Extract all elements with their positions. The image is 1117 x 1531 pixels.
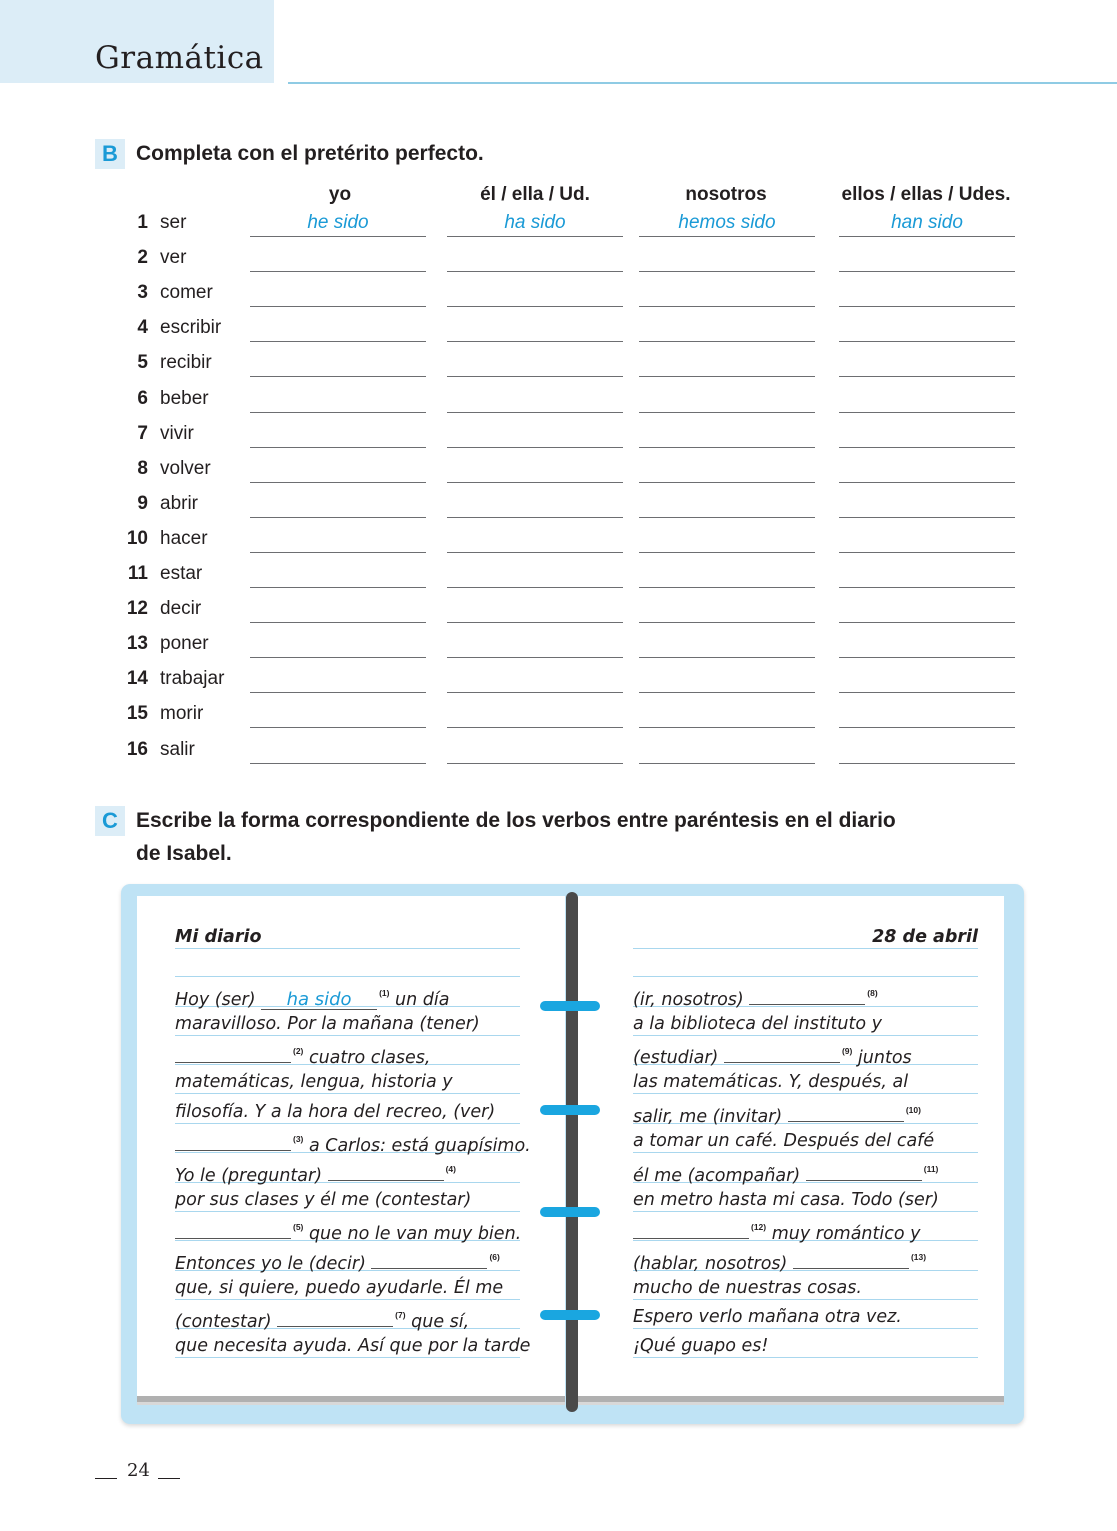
diary-text: que no le van muy bien. [303,1223,522,1244]
table-row [0,212,1117,247]
answer-blank-nosotros[interactable] [639,388,815,413]
diary-text: que sí, [405,1311,470,1332]
answer-blank-nosotros[interactable] [639,352,815,377]
answer-blank-yo[interactable] [250,317,426,342]
verb-infinitive: abrir [160,492,199,514]
page-number-rule [158,1478,180,1479]
answer-blank-ellos[interactable] [839,423,1015,448]
verb-infinitive: trabajar [160,668,225,690]
blank-1[interactable]: ha sido [261,991,377,1010]
notebook-spine [566,892,578,1412]
diary-text: (hablar, nosotros) [633,1253,793,1274]
diary-text: (ir, nosotros) [633,989,750,1010]
answer-blank-nosotros[interactable] [639,458,815,483]
verb-infinitive: comer [160,282,213,304]
blank-5[interactable] [175,1220,291,1239]
diary-text: salir, me (invitar) [633,1106,788,1127]
section-c-letter: C [95,806,125,836]
column-header-el: él / ella / Ud. [480,184,590,205]
diary-line-r11: mucho de nuestras cosas. [633,1277,978,1300]
diary-line-r13: ¡Qué guapo es! [633,1335,978,1358]
column-header-ellos: ellos / ellas / Udes. [841,184,1011,205]
answer-blank-el[interactable] [447,598,623,623]
section-c-title-line2: de Isabel. [136,842,232,865]
answer-blank-nosotros[interactable] [639,563,815,588]
answer-blank-nosotros[interactable] [639,739,815,764]
answer-blank-yo[interactable] [250,423,426,448]
table-row [0,739,1117,774]
answer-blank-ellos[interactable] [839,739,1015,764]
table-row [0,633,1117,668]
answer-blank-ellos[interactable] [839,528,1015,553]
diary-line-r2: a la biblioteca del instituto y [633,1013,978,1036]
section-b-title: Completa con el pretérito perfecto. [136,142,484,165]
row-number: 14 [126,668,148,690]
blank-13[interactable] [793,1250,909,1269]
section-b-letter: B [95,139,125,169]
diary-line-10 [175,1248,520,1274]
diary-line-r3 [633,1042,978,1068]
blank-8[interactable] [749,986,865,1005]
table-row [0,458,1117,493]
diary-text: cuatro clases, [303,1047,431,1068]
diary-text: a Carlos: está guapísimo. [303,1135,531,1156]
answer-blank-ellos[interactable]: han sido [839,212,1015,237]
footnote-12: (12) [751,1222,767,1232]
footnote-4: (4) [445,1164,456,1174]
diary-line-5: filosofía. Y a la hora del recreo, (ver) [175,1101,520,1124]
diary-line-7 [175,1160,520,1186]
answer-blank-nosotros[interactable] [639,247,815,272]
answer-blank-ellos[interactable] [839,282,1015,307]
diary-line-8: por sus clases y él me (contestar) [175,1189,520,1212]
answer-blank-ellos[interactable] [839,493,1015,518]
answer-blank-yo[interactable] [250,528,426,553]
diary-line-1 [175,984,520,1010]
verb-infinitive: morir [160,703,204,725]
answer-blank-ellos[interactable] [839,352,1015,377]
verb-infinitive: recibir [160,352,212,374]
row-number: 13 [126,633,148,655]
row-number: 15 [126,703,148,725]
answer-blank-nosotros[interactable] [639,528,815,553]
answer-blank-yo[interactable] [250,739,426,764]
answer-blank-el[interactable] [447,703,623,728]
verb-infinitive: ser [160,212,187,233]
section-c-title-line1: Escribe la forma correspondiente de los verbos entre paréntesis en el diario [136,809,896,832]
footnote-13: (13) [910,1252,927,1262]
diary-line [633,954,978,977]
verb-infinitive: salir [160,738,195,760]
diary-line-r6: a tomar un café. Después del café [633,1130,978,1153]
column-header-yo: yo [328,184,352,205]
answer-blank-yo[interactable] [250,598,426,623]
row-number: 7 [137,422,148,444]
answer-blank-ellos[interactable] [839,633,1015,658]
diary-line-6 [175,1130,531,1156]
answer-blank-el[interactable] [447,423,623,448]
answer-blank-ellos[interactable] [839,703,1015,728]
diary-text: (contestar) [175,1311,278,1332]
footnote-6: (6) [489,1252,500,1262]
verb-infinitive: estar [160,563,203,584]
answer-blank-yo[interactable] [250,668,426,693]
footnote-7: (7) [395,1310,406,1320]
answer-blank-nosotros[interactable] [639,598,815,623]
notebook-ring [540,1001,600,1011]
page-number-rule [95,1478,117,1479]
answer-blank-el[interactable] [447,668,623,693]
row-number: 10 [126,527,148,549]
footnote-1: (1) [379,988,390,998]
verb-infinitive: ver [160,247,187,269]
table-row [0,423,1117,458]
blank-7[interactable] [277,1308,393,1327]
answer-blank-ellos[interactable] [839,563,1015,588]
diary-line-r4: las matemáticas. Y, después, al [633,1071,978,1094]
diary-line-2: maravilloso. Por la mañana (tener) [175,1013,520,1036]
diary-line-13: que necesita ayuda. Así que por la tarde [175,1336,531,1356]
diary-text: él me (acompañar) [633,1165,806,1186]
answer-blank-yo[interactable] [250,563,426,588]
answer-blank-el[interactable] [447,247,623,272]
row-number: 11 [127,563,148,584]
answer-blank-nosotros[interactable] [639,668,815,693]
footnote-2: (2) [293,1046,304,1056]
row-number: 8 [137,457,148,479]
answer-blank-el[interactable] [447,528,623,553]
blank-4[interactable] [328,1162,444,1181]
diary-line-9 [175,1218,522,1244]
row-number: 5 [137,352,148,374]
diary-text: muy romántico y [766,1223,921,1244]
diary-date: 28 de abril [633,926,978,949]
answer-blank-nosotros[interactable] [639,282,815,307]
column-header-nosotros: nosotros [685,184,767,205]
table-row [0,598,1117,633]
diary-text: Hoy (ser) [175,989,262,1010]
blank-10[interactable] [788,1103,904,1122]
diary-line-4: matemáticas, lengua, historia y [175,1071,520,1094]
row-number: 9 [137,492,148,514]
answer-blank-nosotros[interactable]: hemos sido [639,212,815,237]
answer-blank-ellos[interactable] [839,668,1015,693]
answer-blank-nosotros[interactable] [639,493,815,518]
table-row [0,493,1117,528]
answer-blank-yo[interactable] [250,703,426,728]
diary-line-r1 [633,984,978,1010]
page-title: Gramática [95,40,264,76]
diary-text: (estudiar) [633,1047,724,1068]
blank-2[interactable] [175,1044,291,1063]
footnote-9: (9) [841,1046,853,1056]
diary-text: Entonces yo le (decir) [175,1253,372,1274]
diary-line-r8: en metro hasta mi casa. Todo (ser) [633,1189,978,1212]
table-row [0,247,1117,282]
verb-infinitive: volver [160,457,211,479]
answer-blank-yo[interactable] [250,352,426,377]
table-row [0,317,1117,352]
verb-infinitive: vivir [160,422,194,444]
answer-blank-ellos[interactable] [839,458,1015,483]
diary-text: Yo le (preguntar) [175,1165,328,1186]
answer-blank-ellos[interactable] [839,388,1015,413]
footnote-8: (8) [867,988,878,998]
diary-line-11: que, si quiere, puedo ayudarle. Él me [175,1277,520,1300]
table-row [0,563,1117,598]
answer-blank-yo[interactable] [250,388,426,413]
row-number: 2 [137,247,148,269]
table-row [0,528,1117,563]
notebook-ring [540,1310,600,1320]
blank-3[interactable] [175,1132,291,1151]
answer-blank-el[interactable] [447,352,623,377]
row-number: 3 [137,282,148,304]
blank-11[interactable] [806,1162,922,1181]
answer-blank-yo[interactable] [250,633,426,658]
diary-text: un día [389,989,450,1010]
diary-line-3 [175,1042,520,1068]
answer-blank-yo[interactable]: he sido [250,212,426,237]
row-number: 4 [137,317,148,339]
answer-blank-ellos[interactable] [839,598,1015,623]
diary-text: juntos [852,1047,912,1068]
table-row [0,703,1117,738]
verb-infinitive: escribir [160,317,222,339]
diary-line-r9 [633,1218,978,1244]
diary-line-r10 [633,1248,978,1274]
answer-blank-nosotros[interactable] [639,423,815,448]
answer-blank-yo[interactable] [250,247,426,272]
table-row [0,282,1117,317]
page-number: 24 [127,1460,150,1481]
answer-blank-el[interactable]: ha sido [447,212,623,237]
footnote-3: (3) [293,1134,304,1144]
row-number: 16 [126,738,148,760]
verb-infinitive: decir [160,598,202,620]
diary-line-r5 [633,1101,978,1127]
header-rule [288,82,1117,84]
answer-blank-yo[interactable] [250,493,426,518]
answer-blank-nosotros[interactable] [639,633,815,658]
answer-blank-el[interactable] [447,317,623,342]
answer-blank-el[interactable] [447,563,623,588]
answer-blank-el[interactable] [447,388,623,413]
row-number: 12 [126,598,148,620]
diary-line-r7 [633,1160,978,1186]
row-number: 6 [137,387,148,409]
footnote-11: (11) [923,1164,939,1174]
row-number: 1 [137,212,148,233]
answer-blank-el[interactable] [447,282,623,307]
answer-blank-el[interactable] [447,739,623,764]
answer-blank-ellos[interactable] [839,247,1015,272]
notebook-ring [540,1207,600,1217]
verb-infinitive: poner [160,633,209,655]
verb-infinitive: hacer [160,527,208,549]
diary-line-r12: Espero verlo mañana otra vez. [633,1306,978,1329]
answer-blank-nosotros[interactable] [639,317,815,342]
answer-blank-el[interactable] [447,633,623,658]
diary-title: Mi diario [175,926,520,949]
answer-blank-nosotros[interactable] [639,703,815,728]
answer-blank-yo[interactable] [250,458,426,483]
table-row [0,388,1117,423]
footnote-5: (5) [293,1222,304,1232]
answer-blank-yo[interactable] [250,282,426,307]
blank-12[interactable] [633,1220,749,1239]
answer-blank-el[interactable] [447,458,623,483]
footnote-10: (10) [905,1105,921,1115]
diary-line [175,954,520,977]
notebook-ring [540,1105,600,1115]
blank-9[interactable] [724,1044,840,1063]
answer-blank-ellos[interactable] [839,317,1015,342]
table-row [0,352,1117,387]
blank-6[interactable] [371,1250,487,1269]
table-row [0,668,1117,703]
diary-line-12 [175,1306,520,1332]
answer-blank-el[interactable] [447,493,623,518]
verb-infinitive: beber [160,387,209,409]
